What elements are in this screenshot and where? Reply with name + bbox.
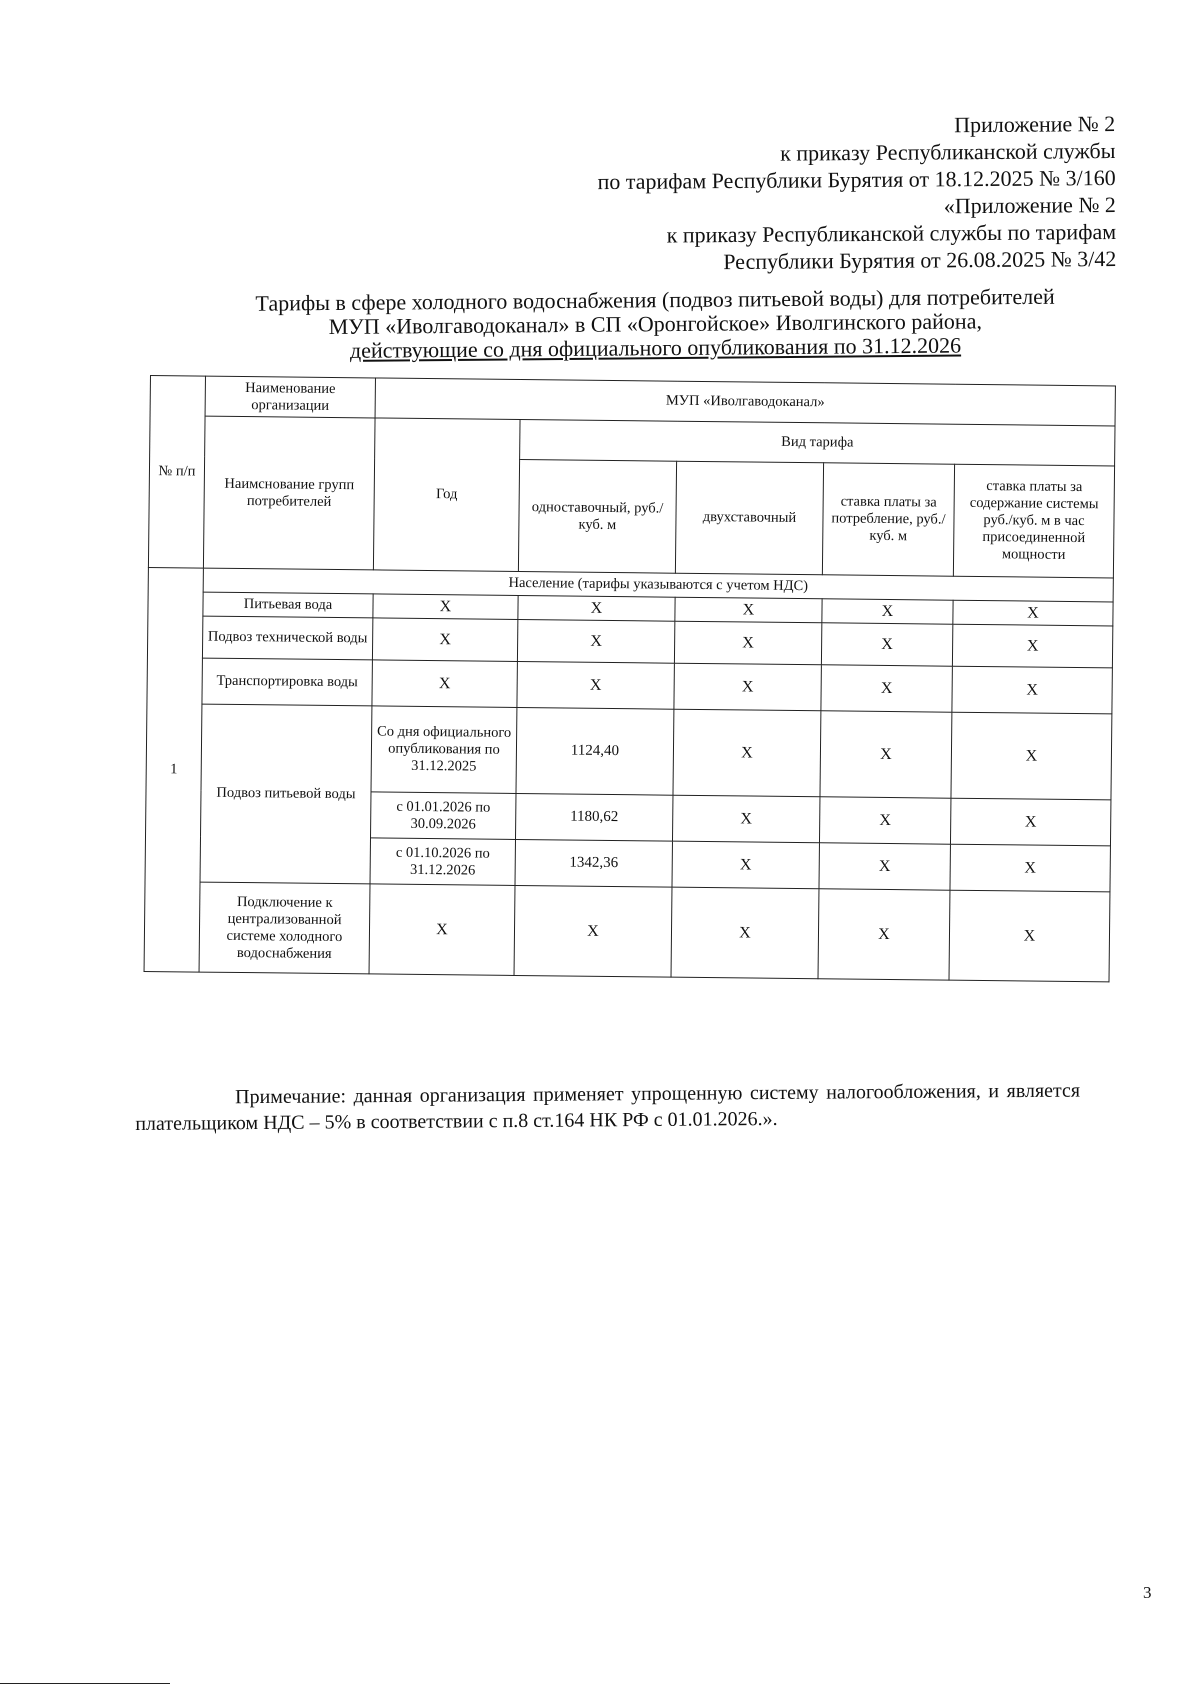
one-rate-value: 1124,40: [516, 707, 674, 795]
title-line-3: действующие со дня официального опубликования по 31.12.2026: [349, 332, 962, 363]
table-cell: X: [373, 594, 518, 620]
table-cell: X: [675, 597, 822, 623]
table-cell: X: [372, 618, 517, 662]
group-label-cell: Наимснование групп потребителей: [203, 416, 375, 570]
org-label-cell: Наименование организации: [205, 376, 375, 418]
table-cell: X: [674, 621, 821, 665]
table-cell: X: [951, 712, 1112, 800]
tariff-col-header: ставка платы за содержание системы руб./куб. м в час присоединенной мощности: [953, 464, 1114, 578]
col-number-header: № п/п: [148, 376, 205, 569]
header-line: Приложение № 2: [953, 110, 1116, 138]
table-cell: X: [822, 599, 953, 624]
one-rate-value: 1342,36: [515, 839, 672, 887]
tariff-col-header: двухставочный: [675, 461, 823, 575]
consumer-name-cell: Питьевая вода: [203, 592, 373, 618]
population-label-cell: Население (тарифы указываются с учетом НДС): [203, 568, 1113, 602]
title-line-1: Тарифы в сфере холодного водоснабжения (подвоз питьевой воды) для потребителей: [255, 283, 1055, 316]
row-number-cell: 1: [144, 567, 203, 972]
org-value-cell: МУП «Иволгаводоканал»: [375, 378, 1115, 426]
table-cell: X: [671, 887, 819, 979]
table-cell: X: [819, 797, 950, 844]
table-cell: X: [952, 624, 1113, 668]
table-cell: X: [369, 884, 515, 976]
footnote-text: Примечание: данная организация применяет упрощенную систему налогообложения, и является плательщиком НДС – 5% в соответствии с п.8 ст.164 НК РФ с 01.01.2026.».: [135, 1079, 1081, 1135]
table-cell: X: [672, 841, 819, 889]
header-line: к приказу Республиканской службы по тарифам: [666, 218, 1117, 248]
table-cell: X: [672, 795, 819, 843]
appendix-header: [597, 110, 1116, 276]
footnote: [135, 1078, 1080, 1137]
table-cell: X: [518, 595, 675, 621]
table-cell: X: [952, 666, 1113, 714]
tariff-col-header: ставка платы за потребление, руб./ куб. м: [822, 463, 954, 576]
table-cell: X: [514, 885, 672, 977]
table-cell: X: [953, 600, 1113, 626]
period-cell: с 01.01.2026 по 30.09.2026: [371, 792, 516, 840]
table-cell: X: [821, 665, 952, 712]
table-row: [146, 703, 1112, 799]
page-number: 3: [1143, 1583, 1152, 1602]
table-cell: X: [674, 663, 821, 711]
document-title: [220, 284, 1091, 364]
period-cell: Со дня официального опубликования по 31.12.2025: [371, 706, 517, 794]
tariff-table-wrapper: [144, 375, 1115, 982]
table-cell: X: [820, 711, 952, 798]
table-cell: X: [673, 709, 821, 797]
header-line: к приказу Республиканской службы: [779, 137, 1116, 166]
table-cell: X: [517, 661, 674, 709]
one-rate-value: 1180,62: [515, 793, 672, 841]
header-line: по тарифам Республики Бурятия от 18.12.2025 № 3/160: [597, 164, 1116, 195]
title-line-2: МУП «Иволгаводоканал» в СП «Оронгойское» Иволгинского района,: [328, 308, 983, 340]
consumer-name-cell: Подключение к централизованной системе холодного водоснабжения: [199, 882, 370, 974]
table-cell: X: [950, 844, 1111, 892]
header-line: Республики Бурятия от 26.08.2025 № 3/42: [723, 245, 1117, 275]
tariff-type-cell: Вид тарифа: [520, 420, 1115, 466]
header-line: «Приложение № 2: [943, 191, 1116, 219]
table-cell: X: [950, 798, 1111, 846]
year-label-cell: Год: [373, 418, 520, 572]
consumer-name-cell: Транспортировка воды: [202, 658, 372, 706]
footer-rule: [0, 1683, 170, 1684]
consumer-name-cell: Подвоз питьевой воды: [200, 704, 372, 884]
table-cell: X: [949, 890, 1110, 982]
table-cell: X: [372, 660, 517, 708]
period-cell: с 01.10.2026 по 31.12.2026: [370, 838, 515, 886]
table-cell: X: [821, 623, 952, 666]
table-row: [144, 881, 1110, 981]
table-cell: X: [517, 619, 674, 663]
tariff-table: [144, 375, 1116, 982]
consumer-name-cell: Подвоз технической воды: [202, 616, 372, 660]
table-cell: X: [818, 889, 950, 980]
tariff-col-header: одноставочный, руб./ куб. м: [518, 460, 676, 574]
table-cell: X: [819, 843, 950, 890]
